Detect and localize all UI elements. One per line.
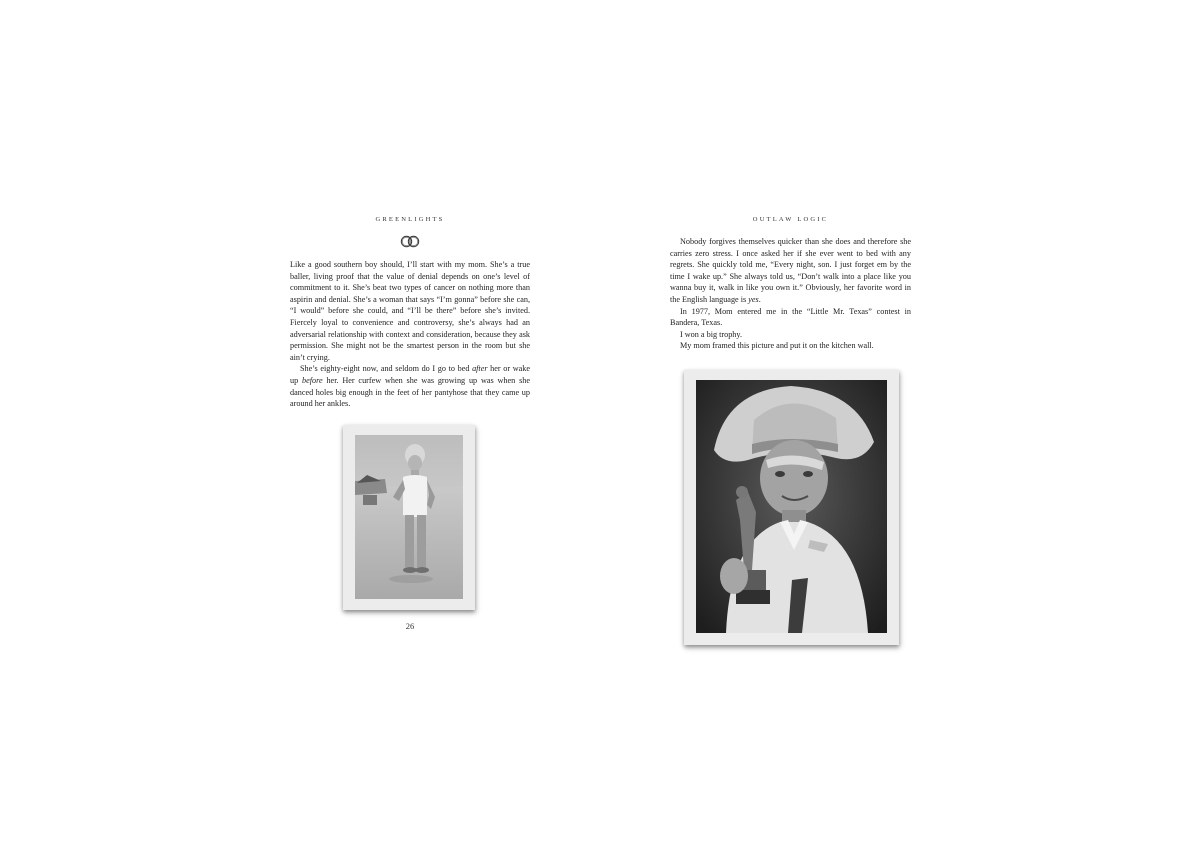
girl-on-beach-image xyxy=(355,435,463,599)
right-page xyxy=(600,0,1200,855)
running-head-right: OUTLAW LOGIC xyxy=(752,216,829,223)
trophy-photo xyxy=(684,370,899,645)
paragraph: In 1977, Mom entered me in the “Little Mr. Texas” contest in Bandera, Texas. xyxy=(670,306,911,328)
paragraph: I won a big trophy. xyxy=(680,329,743,339)
page-number: 26 xyxy=(405,621,415,631)
paragraph: She’s eighty-eight now, and seldom do I go to bed after her or wake up before her. Her curfew when she was growing up was when she danced holes big enough in the feet of her pantyhose that they came up around her ankles. xyxy=(290,364,530,409)
beach-photo xyxy=(343,425,475,610)
paragraph: Like a good southern boy should, I’ll start with my mom. She’s a true baller, living proof that the value of denial depends on one’s level of commitment to it. She’s beat two types of cancer on nothing more than aspirin and denial. She’s a woman that says “I’m gonna” before she can, “I would” before she could, and “I’ll be there” before she’s invited. Fiercely loyal to convenience and controversy, she’s always had an adversarial relationship with context and consideration, because they ask permission. She might not be the smartest person in the room but she ain’t crying. xyxy=(290,260,530,362)
interlocking-rings-icon xyxy=(399,235,421,248)
paragraph: Nobody forgives themselves quicker than she does and therefore she carries zero stress. I once asked her if she ever went to bed with any regrets. She quickly told me, “Every night, son. I just forget em by the time I wake up.” She always told us, “Don’t walk into a place like you wanna buy it, walk in like you own it.” Obviously, her favorite word in the English language is yes. xyxy=(670,237,911,304)
running-head-left: GREENLIGHTS xyxy=(375,216,445,223)
right-body-text xyxy=(670,236,911,352)
boy-with-trophy-image xyxy=(696,380,887,633)
left-body-text xyxy=(290,259,530,410)
paragraph: My mom framed this picture and put it on the kitchen wall. xyxy=(680,341,874,351)
